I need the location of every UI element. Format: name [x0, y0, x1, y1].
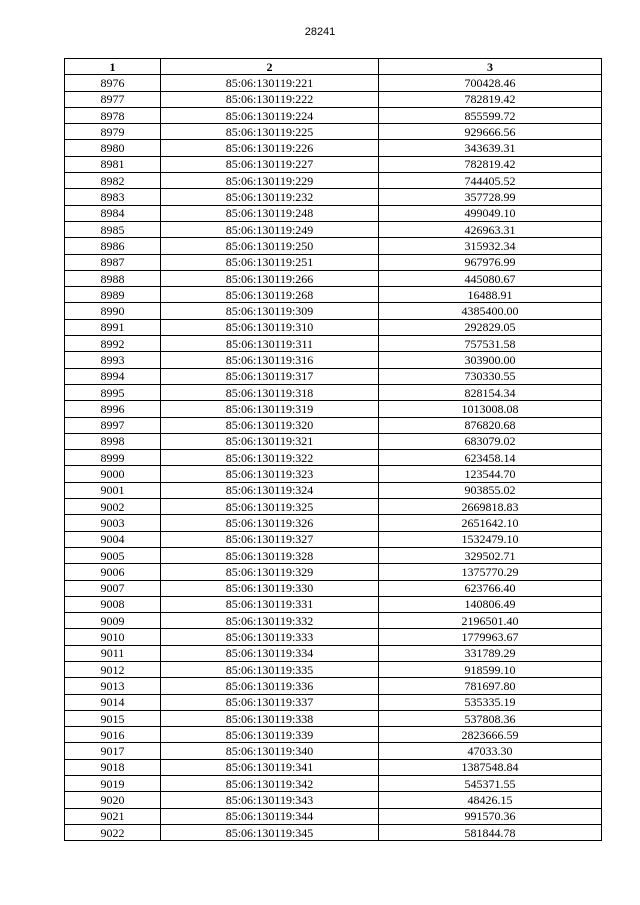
- row-number-cell: 9018: [65, 759, 161, 775]
- row-number-cell: 8976: [65, 75, 161, 91]
- value-cell: 730330.55: [379, 368, 602, 384]
- cadastral-number-cell: 85:06:130119:338: [161, 710, 379, 726]
- row-number-cell: 9012: [65, 661, 161, 677]
- value-cell: 903855.02: [379, 482, 602, 498]
- table-row: [65, 792, 602, 808]
- cadastral-number-cell: 85:06:130119:333: [161, 629, 379, 645]
- row-number-cell: 9006: [65, 564, 161, 580]
- cadastral-number-cell: 85:06:130119:342: [161, 776, 379, 792]
- table-row: [65, 221, 602, 237]
- row-number-cell: 8996: [65, 401, 161, 417]
- value-cell: 683079.02: [379, 433, 602, 449]
- row-number-cell: 8997: [65, 417, 161, 433]
- value-cell: 331789.29: [379, 645, 602, 661]
- table-row: [65, 417, 602, 433]
- value-cell: 782819.42: [379, 156, 602, 172]
- cadastral-number-cell: 85:06:130119:341: [161, 759, 379, 775]
- registry-table: [64, 58, 602, 841]
- table-row: [65, 564, 602, 580]
- cadastral-number-cell: 85:06:130119:334: [161, 645, 379, 661]
- row-number-cell: 8990: [65, 303, 161, 319]
- value-cell: 967976.99: [379, 254, 602, 270]
- value-cell: 47033.30: [379, 743, 602, 759]
- table-row: [65, 189, 602, 205]
- table-row: [65, 384, 602, 400]
- row-number-cell: 9020: [65, 792, 161, 808]
- cadastral-number-cell: 85:06:130119:320: [161, 417, 379, 433]
- table-row: [65, 124, 602, 140]
- table-row: [65, 156, 602, 172]
- row-number-cell: 9002: [65, 499, 161, 515]
- cadastral-number-cell: 85:06:130119:225: [161, 124, 379, 140]
- value-cell: 1387548.84: [379, 759, 602, 775]
- value-cell: 918599.10: [379, 661, 602, 677]
- row-number-cell: 8989: [65, 287, 161, 303]
- row-number-cell: 9009: [65, 613, 161, 629]
- cadastral-number-cell: 85:06:130119:266: [161, 270, 379, 286]
- table-row: [65, 580, 602, 596]
- table-body: [65, 75, 602, 841]
- table-row: [65, 808, 602, 824]
- table-row: [65, 450, 602, 466]
- row-number-cell: 8992: [65, 336, 161, 352]
- row-number-cell: 9004: [65, 531, 161, 547]
- value-cell: 48426.15: [379, 792, 602, 808]
- value-cell: 292829.05: [379, 319, 602, 335]
- cadastral-number-cell: 85:06:130119:328: [161, 547, 379, 563]
- row-number-cell: 9007: [65, 580, 161, 596]
- value-cell: 991570.36: [379, 808, 602, 824]
- value-cell: 2196501.40: [379, 613, 602, 629]
- table-row: [65, 824, 602, 840]
- row-number-cell: 8978: [65, 107, 161, 123]
- value-cell: 781697.80: [379, 678, 602, 694]
- header-cell-col-1: 1: [65, 59, 161, 75]
- row-number-cell: 9003: [65, 515, 161, 531]
- table-row: [65, 776, 602, 792]
- value-cell: 1779963.67: [379, 629, 602, 645]
- table-row: [65, 645, 602, 661]
- row-number-cell: 8977: [65, 91, 161, 107]
- cadastral-number-cell: 85:06:130119:222: [161, 91, 379, 107]
- row-number-cell: 9016: [65, 727, 161, 743]
- value-cell: 581844.78: [379, 824, 602, 840]
- table-row: [65, 401, 602, 417]
- cadastral-number-cell: 85:06:130119:321: [161, 433, 379, 449]
- cadastral-number-cell: 85:06:130119:336: [161, 678, 379, 694]
- cadastral-number-cell: 85:06:130119:339: [161, 727, 379, 743]
- table-row: [65, 352, 602, 368]
- value-cell: 757531.58: [379, 336, 602, 352]
- value-cell: 343639.31: [379, 140, 602, 156]
- cadastral-number-cell: 85:06:130119:221: [161, 75, 379, 91]
- row-number-cell: 9010: [65, 629, 161, 645]
- table-row: [65, 368, 602, 384]
- row-number-cell: 8995: [65, 384, 161, 400]
- table-row: [65, 238, 602, 254]
- row-number-cell: 8982: [65, 173, 161, 189]
- cadastral-number-cell: 85:06:130119:324: [161, 482, 379, 498]
- row-number-cell: 9013: [65, 678, 161, 694]
- cadastral-number-cell: 85:06:130119:345: [161, 824, 379, 840]
- table-row: [65, 140, 602, 156]
- value-cell: 315932.34: [379, 238, 602, 254]
- cadastral-number-cell: 85:06:130119:322: [161, 450, 379, 466]
- cadastral-number-cell: 85:06:130119:311: [161, 336, 379, 352]
- header-cell-col-2: 2: [161, 59, 379, 75]
- row-number-cell: 8999: [65, 450, 161, 466]
- row-number-cell: 8983: [65, 189, 161, 205]
- cadastral-number-cell: 85:06:130119:229: [161, 173, 379, 189]
- value-cell: 16488.91: [379, 287, 602, 303]
- row-number-cell: 8988: [65, 270, 161, 286]
- cadastral-number-cell: 85:06:130119:224: [161, 107, 379, 123]
- table-row: [65, 596, 602, 612]
- cadastral-number-cell: 85:06:130119:226: [161, 140, 379, 156]
- cadastral-number-cell: 85:06:130119:232: [161, 189, 379, 205]
- row-number-cell: 9017: [65, 743, 161, 759]
- table-row: [65, 531, 602, 547]
- cadastral-number-cell: 85:06:130119:343: [161, 792, 379, 808]
- value-cell: 445080.67: [379, 270, 602, 286]
- cadastral-number-cell: 85:06:130119:248: [161, 205, 379, 221]
- value-cell: 782819.42: [379, 91, 602, 107]
- table-row: [65, 727, 602, 743]
- table-row: [65, 678, 602, 694]
- header-cell-col-3: 3: [379, 59, 602, 75]
- value-cell: 426963.31: [379, 221, 602, 237]
- cadastral-number-cell: 85:06:130119:325: [161, 499, 379, 515]
- table-row: [65, 694, 602, 710]
- row-number-cell: 8986: [65, 238, 161, 254]
- cadastral-number-cell: 85:06:130119:335: [161, 661, 379, 677]
- row-number-cell: 8991: [65, 319, 161, 335]
- row-number-cell: 9015: [65, 710, 161, 726]
- row-number-cell: 9005: [65, 547, 161, 563]
- value-cell: 828154.34: [379, 384, 602, 400]
- cadastral-number-cell: 85:06:130119:331: [161, 596, 379, 612]
- value-cell: 499049.10: [379, 205, 602, 221]
- cadastral-number-cell: 85:06:130119:249: [161, 221, 379, 237]
- table-header: [65, 59, 602, 75]
- header-row: [65, 59, 602, 75]
- value-cell: 4385400.00: [379, 303, 602, 319]
- cadastral-number-cell: 85:06:130119:330: [161, 580, 379, 596]
- row-number-cell: 8984: [65, 205, 161, 221]
- table-row: [65, 433, 602, 449]
- row-number-cell: 9001: [65, 482, 161, 498]
- cadastral-number-cell: 85:06:130119:310: [161, 319, 379, 335]
- page-number: 28241: [304, 26, 336, 38]
- row-number-cell: 9000: [65, 466, 161, 482]
- value-cell: 1375770.29: [379, 564, 602, 580]
- table-row: [65, 547, 602, 563]
- table-row: [65, 319, 602, 335]
- cadastral-number-cell: 85:06:130119:344: [161, 808, 379, 824]
- row-number-cell: 8985: [65, 221, 161, 237]
- row-number-cell: 8981: [65, 156, 161, 172]
- table-row: [65, 287, 602, 303]
- cadastral-number-cell: 85:06:130119:316: [161, 352, 379, 368]
- table-row: [65, 91, 602, 107]
- row-number-cell: 8987: [65, 254, 161, 270]
- cadastral-number-cell: 85:06:130119:337: [161, 694, 379, 710]
- row-number-cell: 8980: [65, 140, 161, 156]
- value-cell: 303900.00: [379, 352, 602, 368]
- cadastral-number-cell: 85:06:130119:227: [161, 156, 379, 172]
- value-cell: 2651642.10: [379, 515, 602, 531]
- cadastral-number-cell: 85:06:130119:318: [161, 384, 379, 400]
- row-number-cell: 9008: [65, 596, 161, 612]
- cadastral-number-cell: 85:06:130119:327: [161, 531, 379, 547]
- value-cell: 876820.68: [379, 417, 602, 433]
- cadastral-number-cell: 85:06:130119:329: [161, 564, 379, 580]
- value-cell: 744405.52: [379, 173, 602, 189]
- table-row: [65, 75, 602, 91]
- row-number-cell: 8993: [65, 352, 161, 368]
- cadastral-number-cell: 85:06:130119:250: [161, 238, 379, 254]
- row-number-cell: 9019: [65, 776, 161, 792]
- table-row: [65, 613, 602, 629]
- table-row: [65, 303, 602, 319]
- row-number-cell: 8998: [65, 433, 161, 449]
- cadastral-number-cell: 85:06:130119:309: [161, 303, 379, 319]
- value-cell: 700428.46: [379, 75, 602, 91]
- table-row: [65, 710, 602, 726]
- table-row: [65, 515, 602, 531]
- value-cell: 855599.72: [379, 107, 602, 123]
- row-number-cell: 9022: [65, 824, 161, 840]
- table-row: [65, 270, 602, 286]
- value-cell: 537808.36: [379, 710, 602, 726]
- value-cell: 329502.71: [379, 547, 602, 563]
- table-row: [65, 205, 602, 221]
- table-row: [65, 661, 602, 677]
- table-row: [65, 482, 602, 498]
- row-number-cell: 9021: [65, 808, 161, 824]
- row-number-cell: 9014: [65, 694, 161, 710]
- value-cell: 140806.49: [379, 596, 602, 612]
- value-cell: 623766.40: [379, 580, 602, 596]
- value-cell: 1013008.08: [379, 401, 602, 417]
- table-row: [65, 173, 602, 189]
- table-row: [65, 759, 602, 775]
- value-cell: 623458.14: [379, 450, 602, 466]
- cadastral-number-cell: 85:06:130119:317: [161, 368, 379, 384]
- table-row: [65, 466, 602, 482]
- row-number-cell: 9011: [65, 645, 161, 661]
- value-cell: 1532479.10: [379, 531, 602, 547]
- cadastral-number-cell: 85:06:130119:332: [161, 613, 379, 629]
- row-number-cell: 8979: [65, 124, 161, 140]
- row-number-cell: 8994: [65, 368, 161, 384]
- value-cell: 535335.19: [379, 694, 602, 710]
- value-cell: 123544.70: [379, 466, 602, 482]
- value-cell: 545371.55: [379, 776, 602, 792]
- value-cell: 2669818.83: [379, 499, 602, 515]
- cadastral-number-cell: 85:06:130119:268: [161, 287, 379, 303]
- table-row: [65, 107, 602, 123]
- table-row: [65, 499, 602, 515]
- table-row: [65, 743, 602, 759]
- table-row: [65, 254, 602, 270]
- cadastral-number-cell: 85:06:130119:319: [161, 401, 379, 417]
- table-row: [65, 629, 602, 645]
- table-row: [65, 336, 602, 352]
- cadastral-number-cell: 85:06:130119:326: [161, 515, 379, 531]
- value-cell: 929666.56: [379, 124, 602, 140]
- cadastral-number-cell: 85:06:130119:340: [161, 743, 379, 759]
- cadastral-number-cell: 85:06:130119:251: [161, 254, 379, 270]
- value-cell: 2823666.59: [379, 727, 602, 743]
- cadastral-number-cell: 85:06:130119:323: [161, 466, 379, 482]
- value-cell: 357728.99: [379, 189, 602, 205]
